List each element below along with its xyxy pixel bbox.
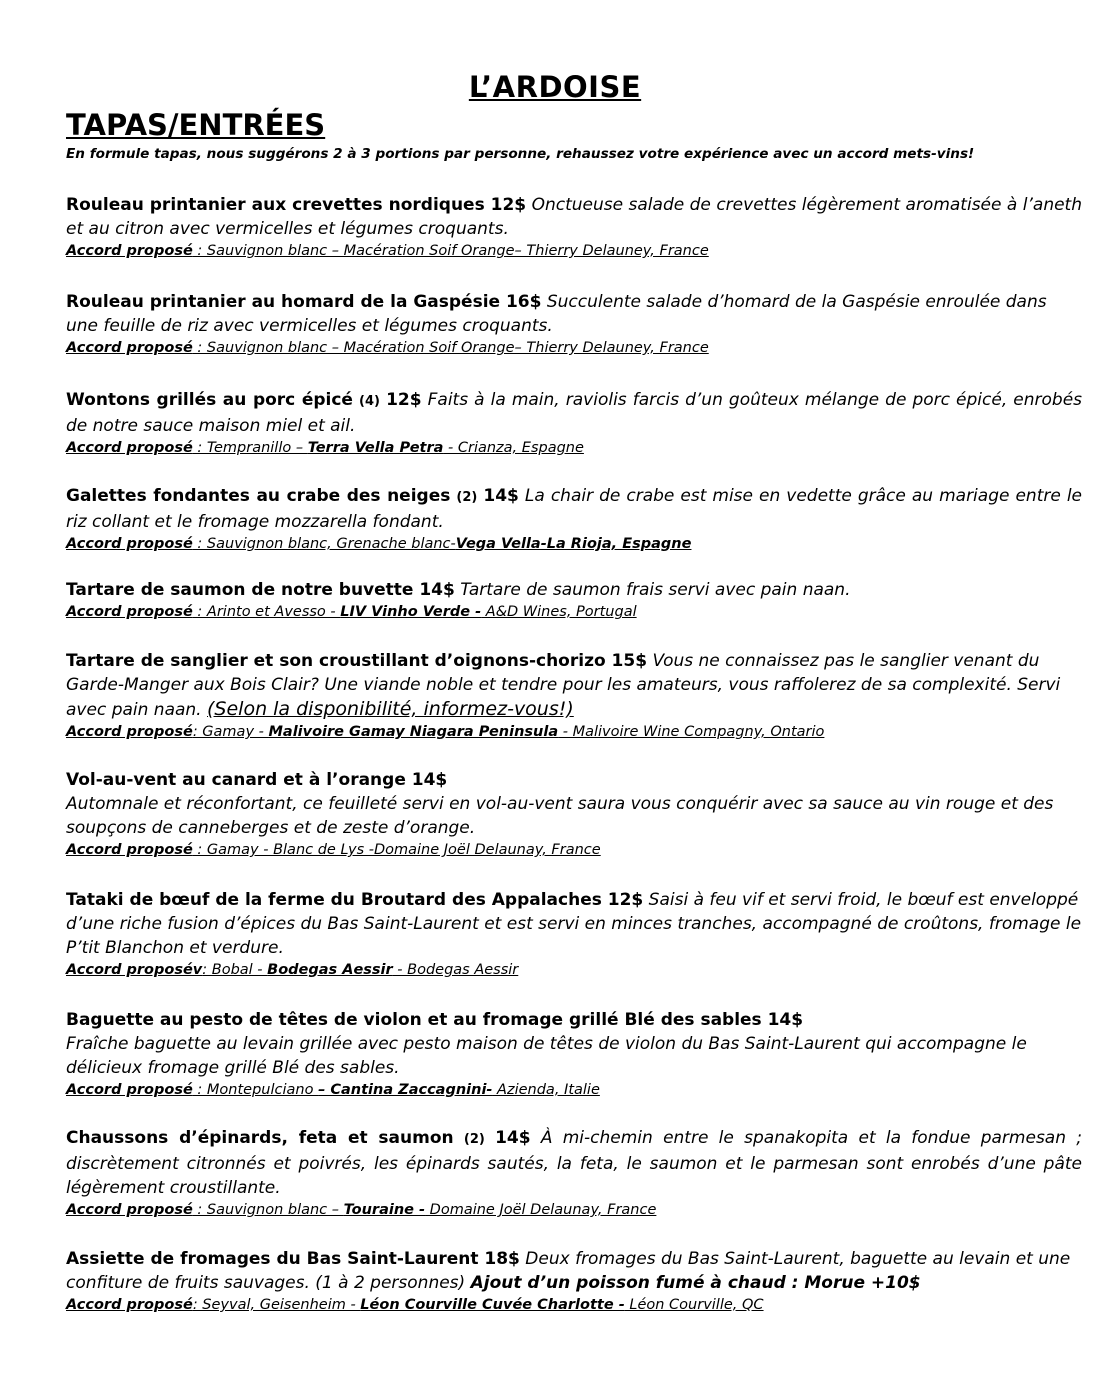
item-description: Tartare de saumon frais servi avec pain naan. (460, 580, 851, 600)
item-quantity: (2) (463, 1132, 485, 1147)
item-name: Tartare de saumon de notre buvette 14$ (66, 580, 455, 600)
item-description: Vous ne connaissez pas le sanglier venant du Garde-Manger aux Bois Clair? Une viande noble et tendre pour les amateurs, vous raffolerez de sa complexité. Servi avec pain naan. (66, 651, 1061, 720)
menu-item (66, 578, 1082, 622)
menu-item (66, 888, 1082, 980)
item-quantity: (2) (456, 490, 478, 505)
wine-pairing: Accord proposév: Bobal - Bodegas Aessir - Bodegas Aessir (66, 962, 519, 978)
item-extra: Ajout d’un poisson fumé à chaud : Morue +10$ (470, 1273, 921, 1293)
wine-pairing: Accord proposé : Sauvignon blanc, Grenache blanc-Vega Vella-La Rioja, Espagne (66, 536, 692, 552)
item-description: Succulente salade d’homard de la Gaspésie enroulée dans une feuille de riz avec vermicelles et légumes croquants. (66, 292, 1047, 336)
wine-pairing: Accord proposé : Sauvignon blanc – Touraine - Domaine Joël Delaunay, France (66, 1202, 657, 1218)
menu-item (66, 1008, 1082, 1100)
menu-item (66, 388, 1082, 458)
menu-item (66, 1247, 1082, 1315)
item-description: Deux fromages du Bas Saint-Laurent, baguette au levain et une confiture de fruits sauvages. (1 à 2 personnes) (66, 1249, 1071, 1293)
item-description: Onctueuse salade de crevettes légèrement aromatisée à l’aneth et au citron avec vermicelles et légumes croquants. (66, 195, 1082, 239)
item-description: Automnale et réconfortant, ce feuilleté servi en vol-au-vent saura vous conquérir avec sa sauce au vin rouge et des soupçons de canneberges et de zeste d’orange. (66, 794, 1054, 838)
item-name: Baguette au pesto de têtes de violon et au fromage grillé Blé des sables 14$ (66, 1010, 804, 1030)
menu-item (66, 290, 1082, 358)
item-description: La chair de crabe est mise en vedette grâce au mariage entre le riz collant et le fromage mozzarella fondant. (66, 486, 1083, 532)
menu-item (66, 1126, 1082, 1220)
wine-pairing: Accord proposé : Sauvignon blanc – Macération Soif Orange– Thierry Delauney, France (66, 340, 709, 356)
wine-pairing: Accord proposé: Gamay - Malivoire Gamay Niagara Peninsula - Malivoire Wine Compagny, Ontario (66, 724, 825, 740)
item-name: Galettes fondantes au crabe des neiges (66, 486, 451, 506)
intro-text: En formule tapas, nous suggérons 2 à 3 portions par personne, rehaussez votre expérience avec un accord mets-vins! (66, 146, 975, 162)
item-description: À mi-chemin entre le spanakopita et la fondue parmesan ; discrètement citronnés et poivrés, les épinards sautés, la feta, le saumon et le parmesan sont enrobés d’une pâte légèrement croustillante. (66, 1128, 1082, 1198)
item-name: Chaussons d’épinards, feta et saumon (66, 1128, 454, 1148)
wine-pairing: Accord proposé : Montepulciano – Cantina Zaccagnini- Azienda, Italie (66, 1082, 600, 1098)
item-name: Assiette de fromages du Bas Saint-Laurent 18$ (66, 1249, 520, 1269)
item-name: Tataki de bœuf de la ferme du Broutard des Appalaches 12$ (66, 890, 644, 910)
item-name: Rouleau printanier aux crevettes nordiques 12$ (66, 195, 527, 215)
restaurant-title: L’ARDOISE (468, 70, 642, 104)
item-description: Fraîche baguette au levain grillée avec pesto maison de têtes de violon du Bas Saint-Laurent qui accompagne le délicieux fromage grillé Blé des sables. (66, 1034, 1027, 1078)
wine-pairing: Accord proposé : Arinto et Avesso - LIV Vinho Verde - A&D Wines, Portugal (66, 604, 637, 620)
item-description: Faits à la main, raviolis farcis d’un goûteux mélange de porc épicé, enrobés de notre sauce maison miel et ail. (66, 390, 1083, 436)
item-name: Wontons grillés au porc épicé (66, 390, 353, 410)
item-name: Vol-au-vent au canard et à l’orange 14$ (66, 770, 448, 790)
item-price: 12$ (386, 390, 422, 410)
wine-pairing: Accord proposé : Gamay - Blanc de Lys -Domaine Joël Delaunay, France (66, 842, 601, 858)
menu-item (66, 484, 1082, 554)
wine-pairing: Accord proposé : Tempranillo – Terra Vella Petra - Crianza, Espagne (66, 440, 584, 456)
item-description: Saisi à feu vif et servi froid, le bœuf est enveloppé d’une riche fusion d’épices du Bas Saint-Laurent et est servi en minces tranches, accompagné de croûtons, fromage le P’tit Blanchon et verdure. (66, 890, 1082, 958)
menu-item (66, 649, 1082, 742)
item-price: 14$ (495, 1128, 531, 1148)
wine-pairing: Accord proposé : Sauvignon blanc – Macération Soif Orange– Thierry Delauney, France (66, 243, 709, 259)
menu-item (66, 193, 1082, 261)
availability-note: (Selon la disponibilité, informez-vous!) (207, 698, 574, 720)
item-price: 14$ (483, 486, 519, 506)
wine-pairing: Accord proposé: Seyval, Geisenheim - Léon Courville Cuvée Charlotte - Léon Courville, QC (66, 1297, 764, 1313)
item-name: Rouleau printanier au homard de la Gaspésie 16$ (66, 292, 542, 312)
item-quantity: (4) (359, 394, 380, 409)
section-heading: TAPAS/ENTRÉES (66, 108, 326, 142)
menu-item (66, 768, 1082, 860)
item-name: Tartare de sanglier et son croustillant d’oignons-chorizo 15$ (66, 651, 648, 671)
